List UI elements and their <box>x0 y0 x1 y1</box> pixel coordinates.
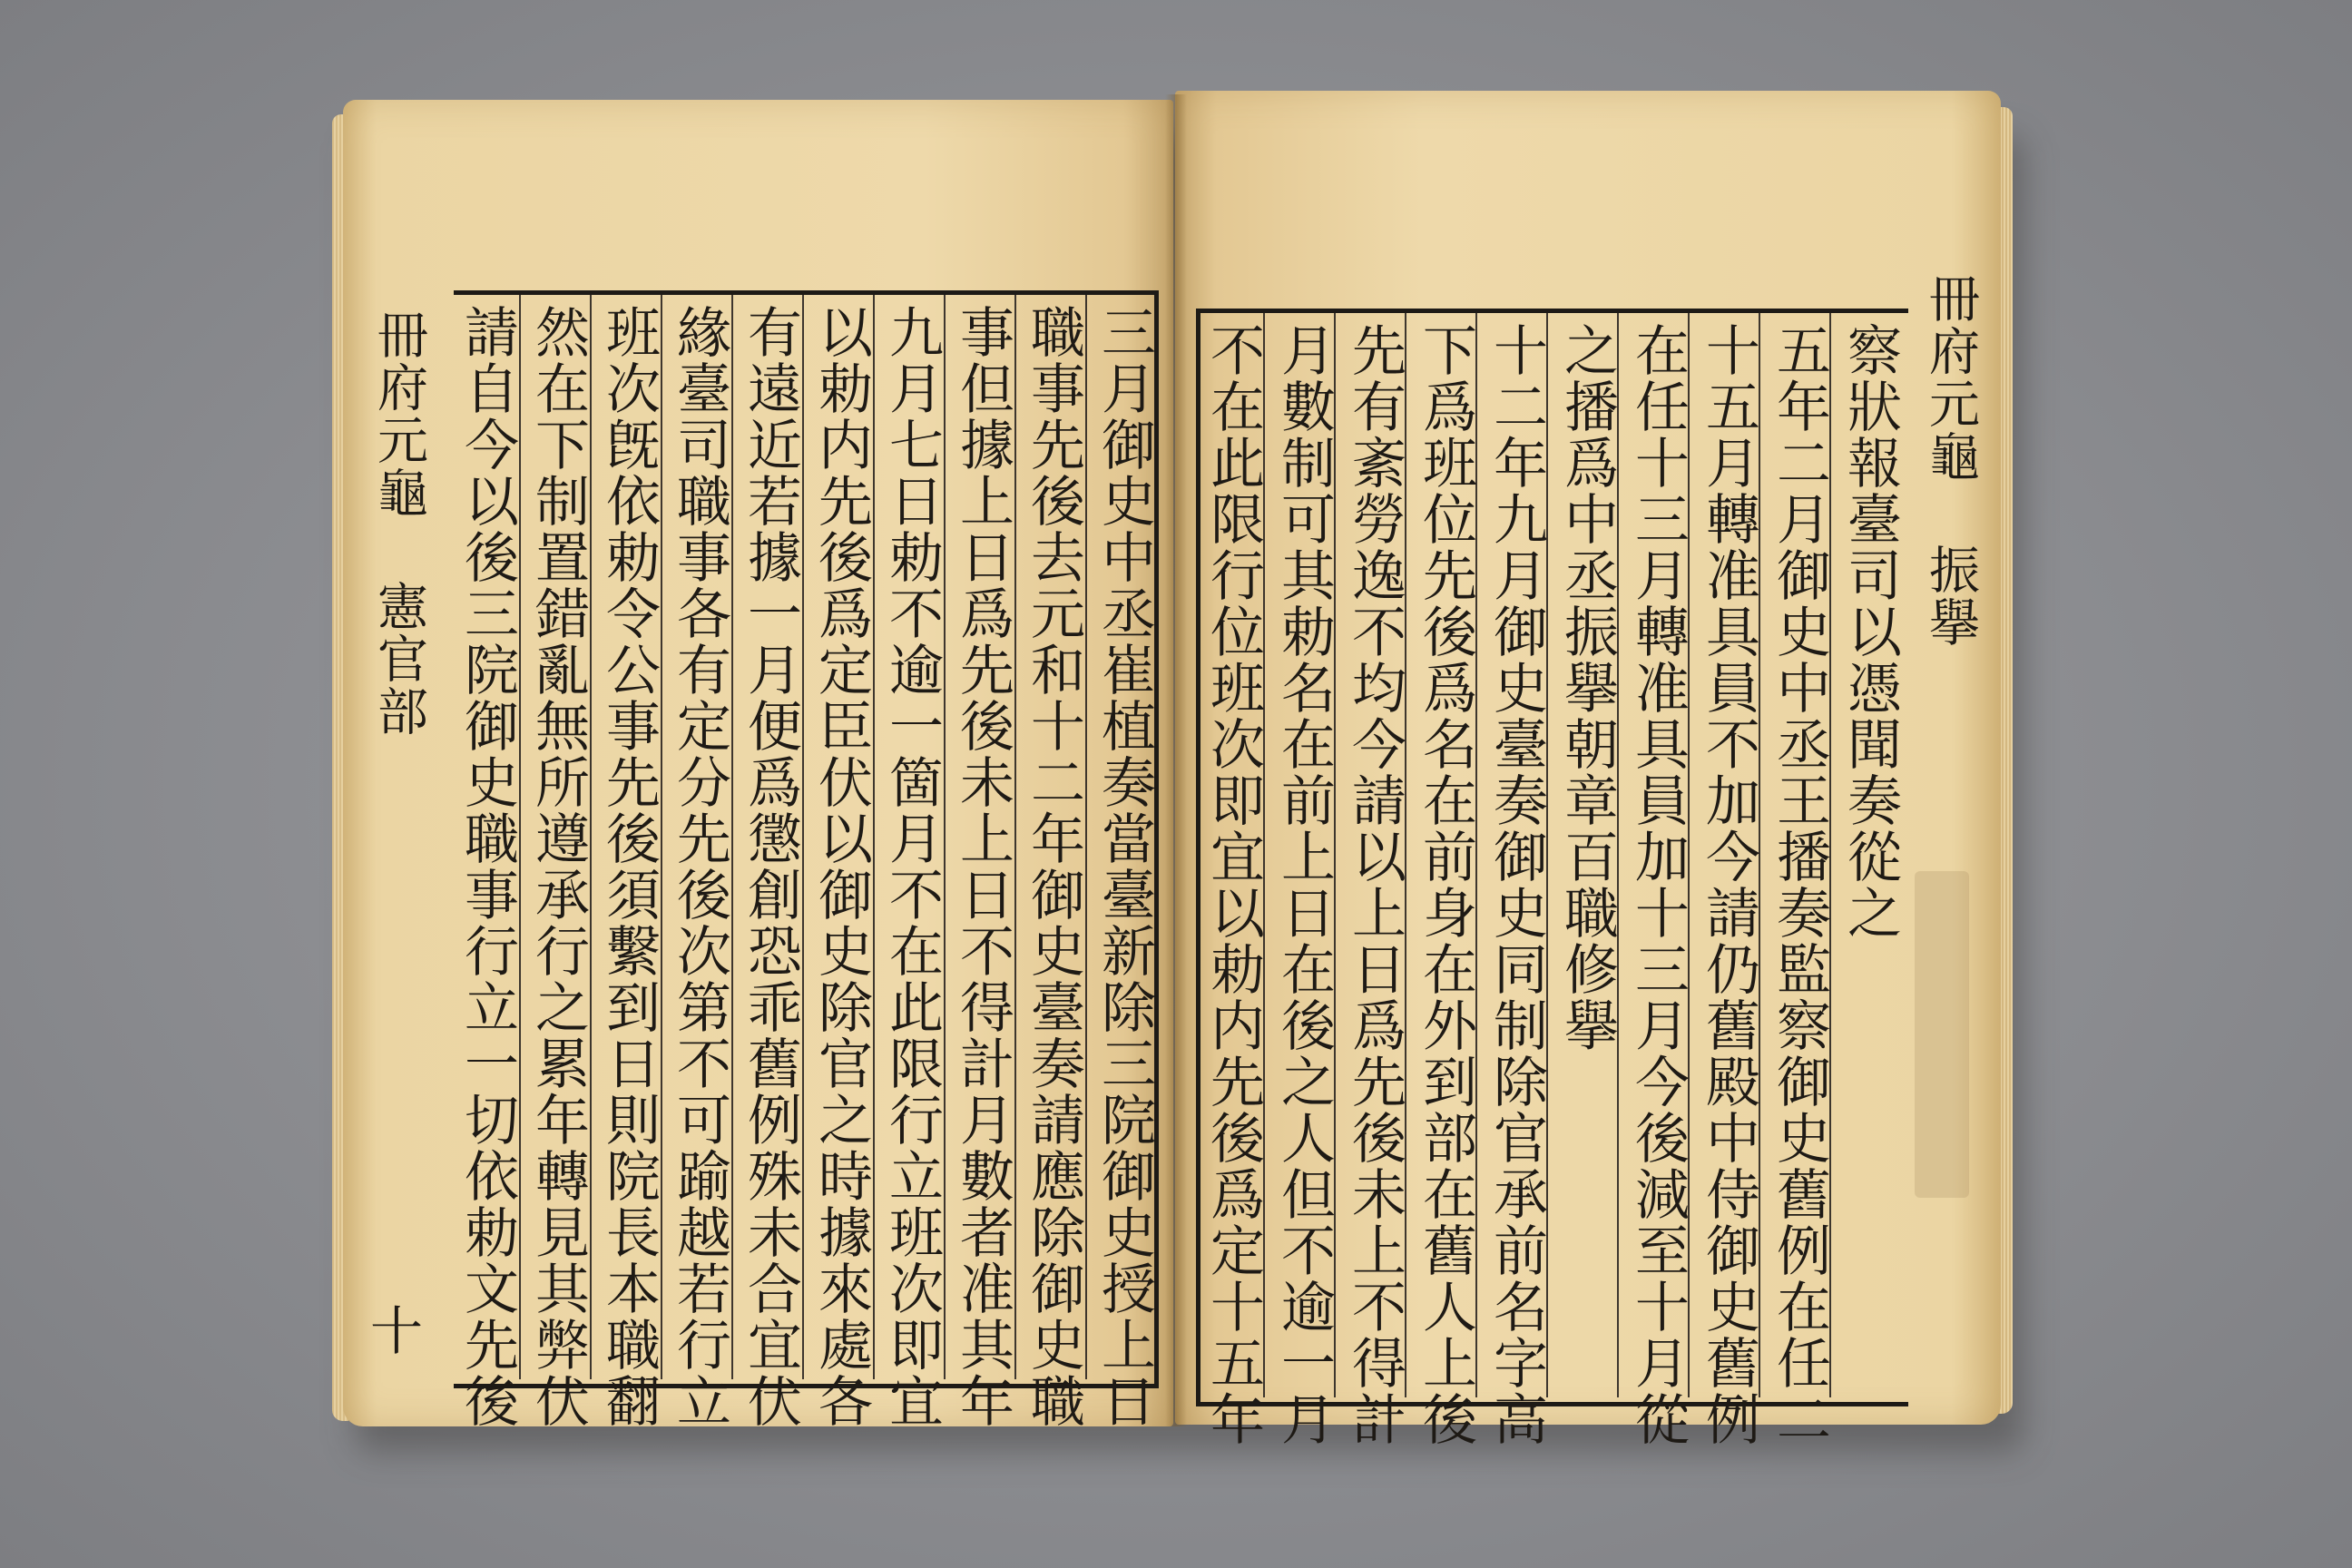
book-gutter <box>1165 94 1187 1426</box>
text-column: 請自今以後三院御史職事行立一切依勅文先後 <box>456 304 519 1429</box>
text-column: 有遠近若據一月便爲懲創恐乖舊例殊未合宜伏 <box>739 304 802 1429</box>
text-column: 緣臺司職事各有定分先後次第不可踰越若行立 <box>668 304 731 1429</box>
text-column: 之播爲中丞振擧朝章百職修擧 <box>1555 322 1619 1054</box>
text-column: 職事先後去元和十二年御史臺奏請應除御史職 <box>1022 304 1085 1429</box>
text-column: 然在下制置錯亂無所遵承行之累年轉見其弊伏 <box>526 304 590 1429</box>
running-header: 冊府元龜 振擧 <box>1921 272 1980 649</box>
text-column: 月數制可其勅名在前上日在後之人但不逾一月 <box>1272 322 1336 1447</box>
text-column: 先有紊勞逸不均今請以上日爲先後未上不得計 <box>1343 322 1406 1447</box>
text-column: 察狀報臺司以憑聞奏從之 <box>1838 322 1902 941</box>
text-column: 十五月轉准具員不加今請仍舊殿中侍御史舊例 <box>1697 322 1760 1447</box>
text-column: 五年二月御史中丞王播奏監察御史舊例在任二 <box>1768 322 1831 1447</box>
text-column: 九月七日勅不逾一箇月不在此限行立班次即宜 <box>880 304 944 1429</box>
text-column: 下爲班位先後爲名在前身在外到部在舊人上後 <box>1414 322 1477 1447</box>
text-column: 以勅内先後爲定臣伏以御史除官之時據來處各 <box>809 304 873 1429</box>
text-column: 事但據上日爲先後未上日不得計月數者准其年 <box>951 304 1014 1429</box>
folio-number: 十 <box>370 1300 424 1362</box>
text-column: 班次旣依勅令公事先後須繫到日則院長本職翻 <box>597 304 661 1429</box>
running-header: 冊府元龜 憲官部 <box>369 309 428 738</box>
text-column: 不在此限行位班次即宜以勅内先後爲定十五年 <box>1201 322 1265 1447</box>
text-column: 十二年九月御史臺奏御史同制除官承前名字高 <box>1485 322 1548 1447</box>
show-through-text <box>1915 871 1969 1198</box>
text-column: 在任十三月轉准具員加十三月今後減至十月從 <box>1626 322 1690 1447</box>
text-column: 三月御史中丞崔植奏當臺新除三院御史授上日 <box>1093 304 1156 1429</box>
